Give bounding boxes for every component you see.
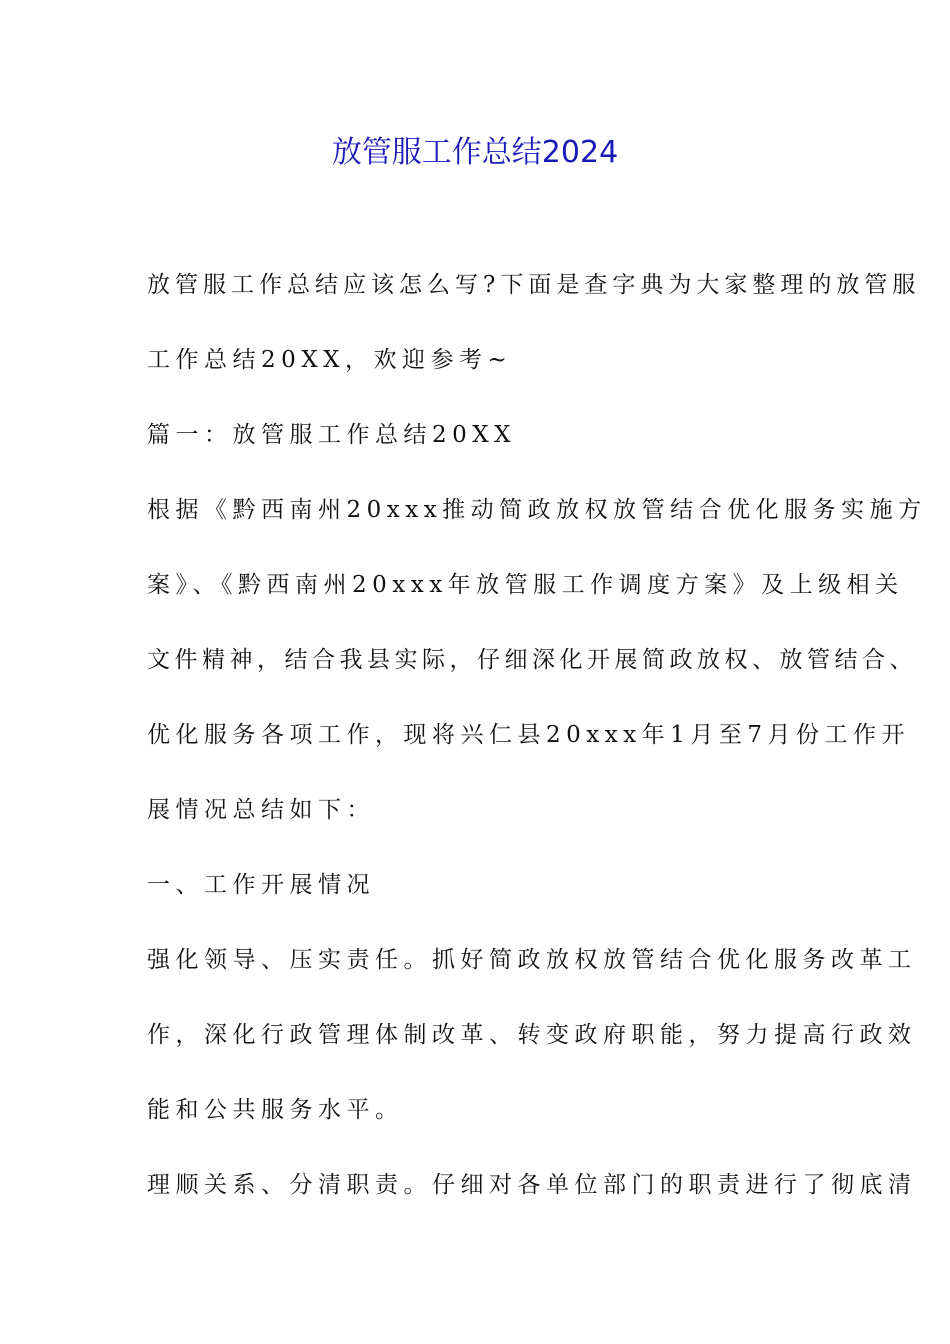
body-line-12: 能和公共服务水平。 [147,1097,404,1123]
section-heading-work: 一、工作开展情况 [147,872,375,898]
body-line-5: 案》、《黔西南州20xxx年放管服工作调度方案》及上级相关 [147,572,904,598]
body-line-10: 强化领导、压实责任。抓好简政放权放管结合优化服务改革工 [147,947,917,973]
document-title: 放管服工作总结2024 [331,135,619,170]
body-line-8: 展情况总结如下： [147,797,375,823]
section-heading-part1: 篇一：放管服工作总结20XX [147,422,517,448]
body-line-2: 工作总结20XX，欢迎参考~ [147,347,513,373]
body-line-4: 根据《黔西南州20xxx推动简政放权放管结合优化服务实施方 [147,497,927,523]
body-line-7: 优化服务各项工作，现将兴仁县20xxx年1月至7月份工作开 [147,722,910,748]
body-line-11: 作，深化行政管理体制改革、转变政府职能，努力提高行政效 [147,1022,917,1048]
body-line-1: 放管服工作总结应该怎么写?下面是查字典为大家整理的放管服 [147,272,921,298]
body-line-13: 理顺关系、分清职责。仔细对各单位部门的职责进行了彻底清 [147,1172,917,1198]
body-line-6: 文件精神，结合我县实际，仔细深化开展简政放权、放管结合、 [147,647,917,673]
